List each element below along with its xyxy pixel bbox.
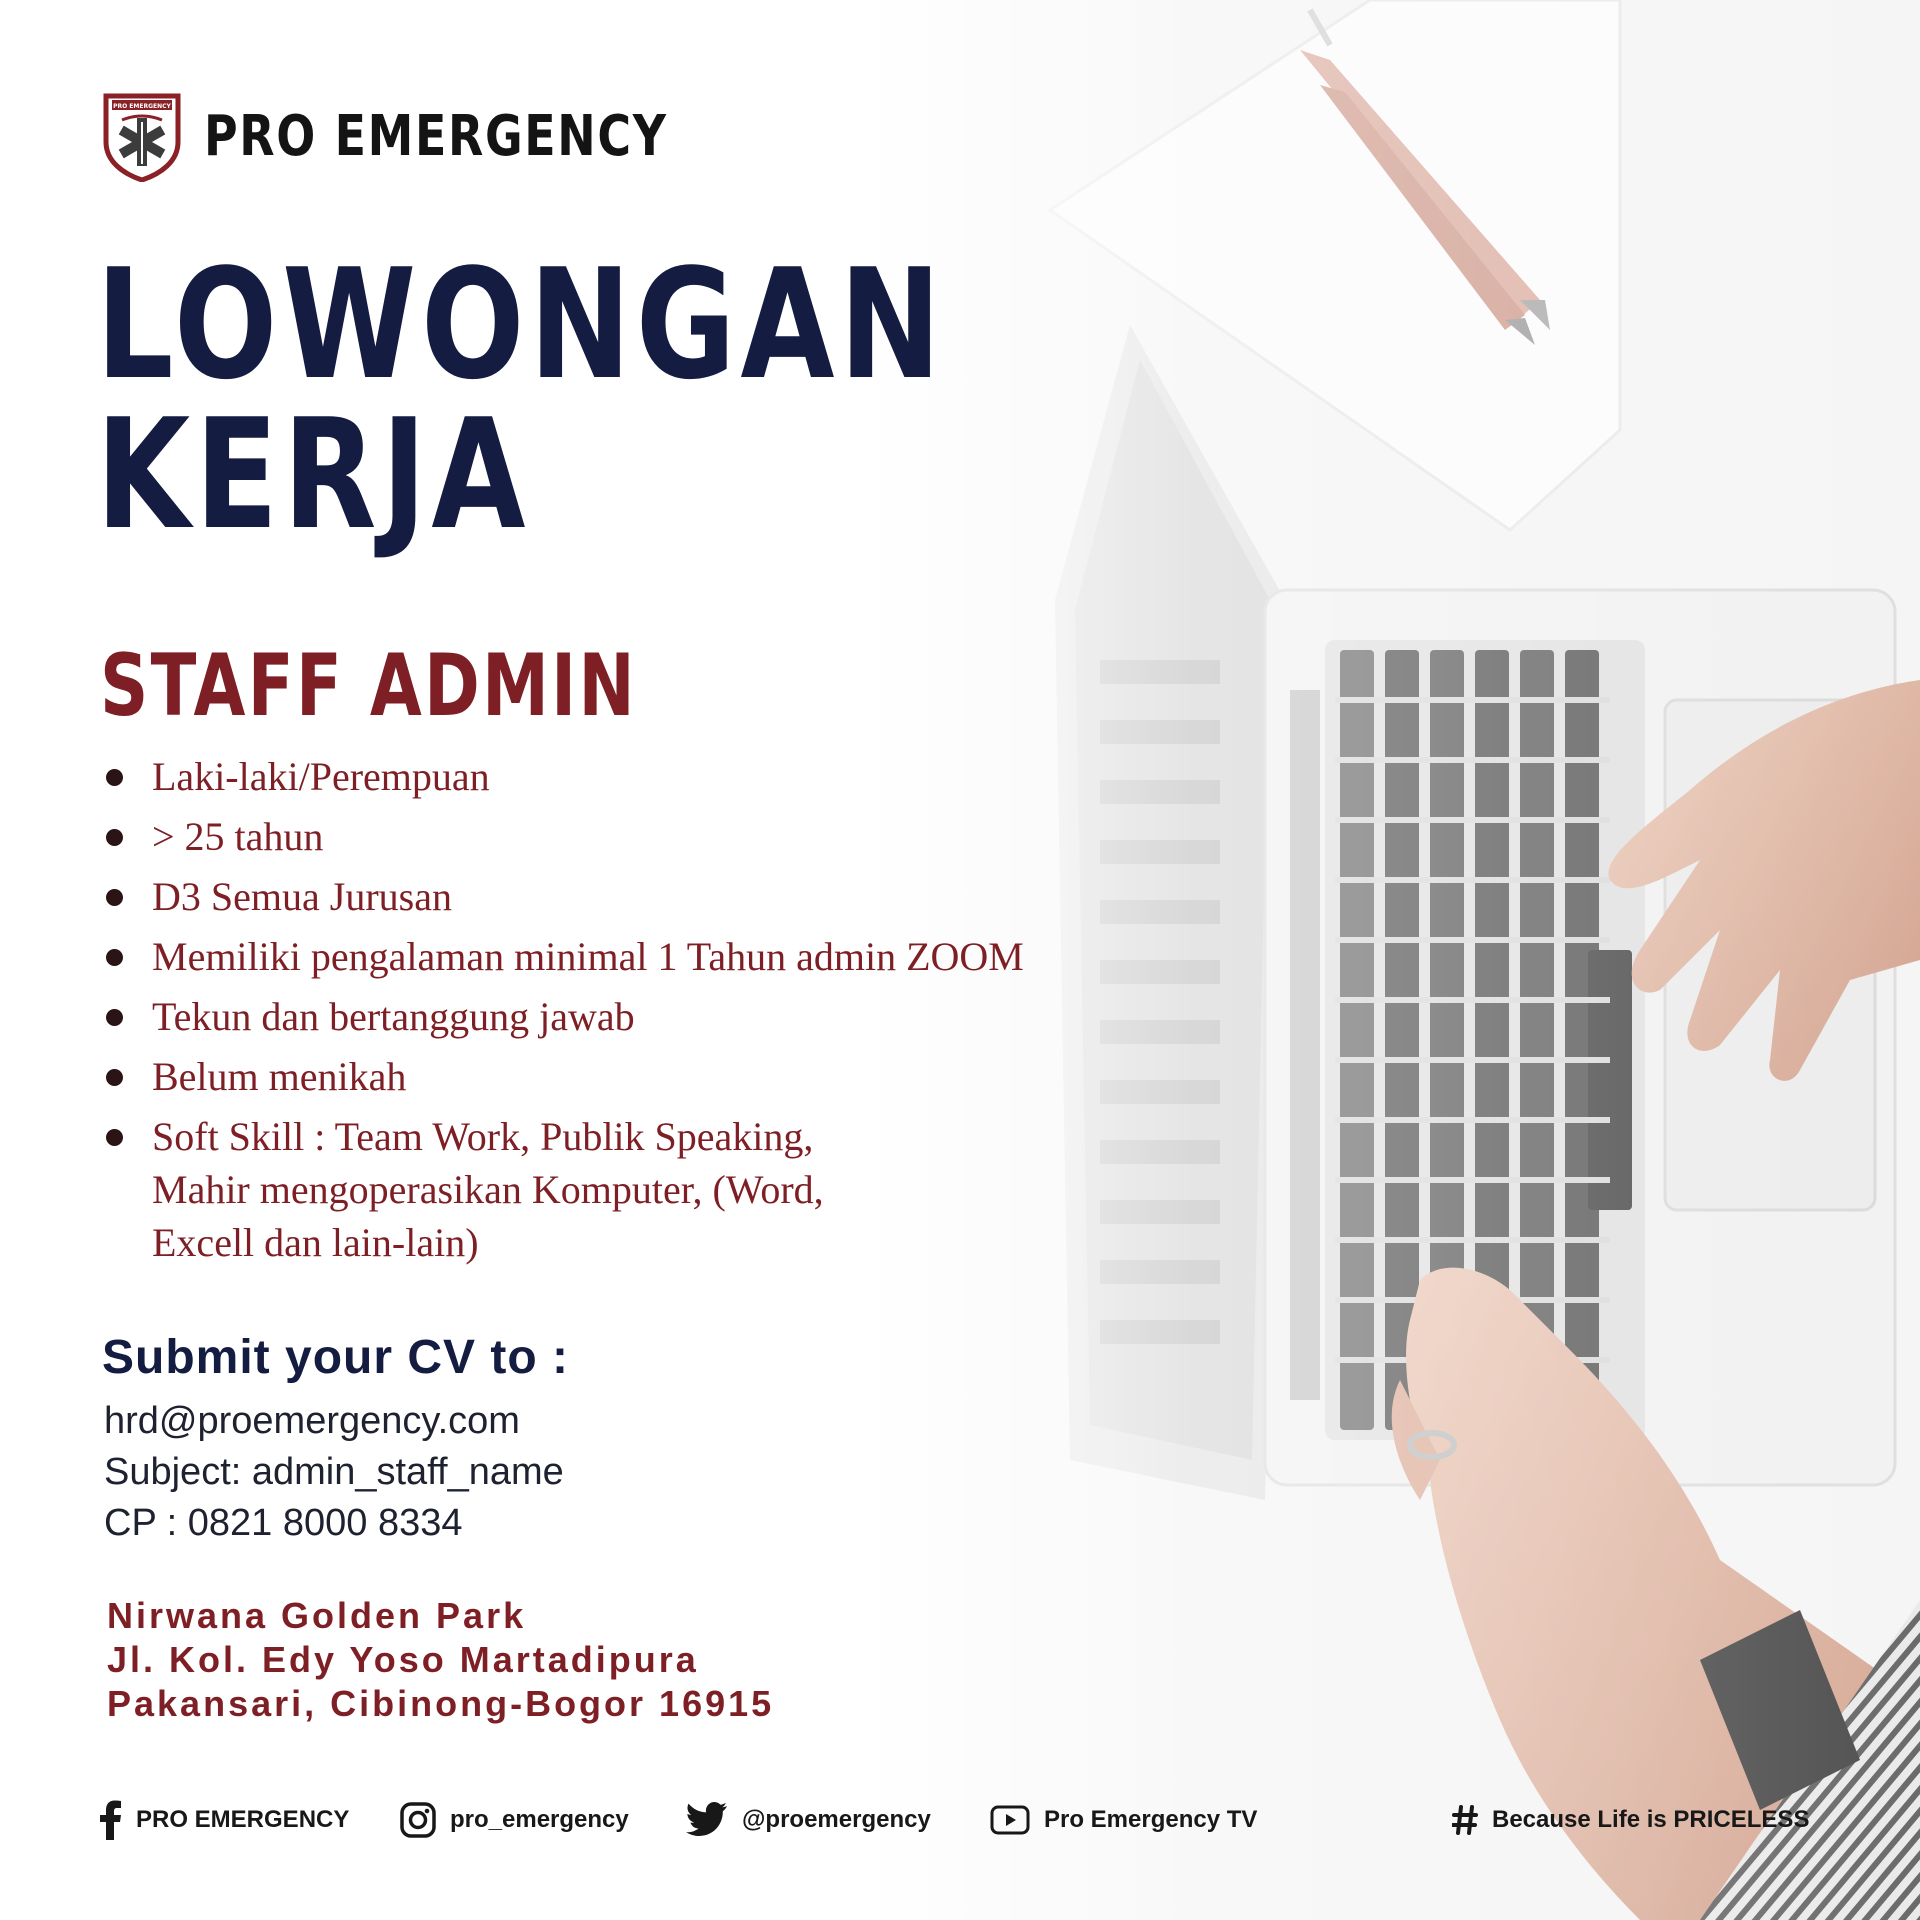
instagram-link[interactable]: pro_emergency	[400, 1796, 629, 1844]
job-title: STAFF ADMIN	[100, 636, 637, 736]
youtube-link[interactable]: Pro Emergency TV	[990, 1796, 1257, 1844]
contact-phone: CP : 0821 8000 8334	[104, 1502, 463, 1544]
email-link[interactable]: hrd@proemergency.com	[104, 1400, 520, 1442]
headline-line-1: LOWONGAN	[96, 236, 946, 413]
list-item: Belum menikah	[104, 1050, 1144, 1103]
list-item: D3 Semua Jurusan	[104, 870, 1144, 923]
bullet-icon	[106, 769, 123, 786]
bullet-icon	[106, 889, 123, 906]
brand-name: PRO EMERGENCY	[204, 103, 668, 169]
social-footer	[100, 1796, 1860, 1844]
list-item: Memiliki pengalaman minimal 1 Tahun admin ZOOM	[104, 930, 1144, 983]
list-item: > 25 tahun	[104, 810, 1144, 863]
facebook-icon	[100, 1800, 122, 1840]
address-line-1: Nirwana Golden Park	[107, 1595, 527, 1636]
requirements-list	[104, 750, 1144, 1276]
address-block	[107, 1594, 774, 1726]
bullet-icon	[106, 1009, 123, 1026]
bullet-icon	[106, 949, 123, 966]
list-item: Soft Skill : Team Work, Publik Speaking, Mahir mengoperasikan Komputer, (Word, Excell dan lain-lain)	[104, 1110, 1144, 1269]
contact-block	[104, 1396, 564, 1549]
star-of-life-icon	[100, 90, 184, 182]
facebook-link[interactable]: PRO EMERGENCY	[100, 1796, 349, 1844]
list-item: Laki-laki/Perempuan	[104, 750, 1144, 803]
hashtag-tagline: Because Life is PRICELESS	[1452, 1796, 1809, 1844]
brand-logo	[100, 90, 769, 182]
hashtag-icon	[1452, 1805, 1478, 1835]
headline	[96, 236, 946, 563]
youtube-icon	[990, 1805, 1030, 1835]
bullet-icon	[106, 829, 123, 846]
list-item: Tekun dan bertanggung jawab	[104, 990, 1144, 1043]
badge-text: PRO EMERGENCY	[113, 103, 171, 110]
twitter-link[interactable]: @proemergency	[686, 1796, 931, 1844]
twitter-icon	[686, 1802, 728, 1838]
email-subject: Subject: admin_staff_name	[104, 1451, 564, 1493]
submit-heading: Submit your CV to :	[102, 1331, 569, 1384]
address-line-3: Pakansari, Cibinong-Bogor 16915	[107, 1683, 775, 1724]
bullet-icon	[106, 1069, 123, 1086]
instagram-icon	[400, 1802, 436, 1838]
address-line-2: Jl. Kol. Edy Yoso Martadipura	[107, 1639, 699, 1680]
bullet-icon	[106, 1129, 123, 1146]
headline-line-2: KERJA	[96, 386, 531, 563]
